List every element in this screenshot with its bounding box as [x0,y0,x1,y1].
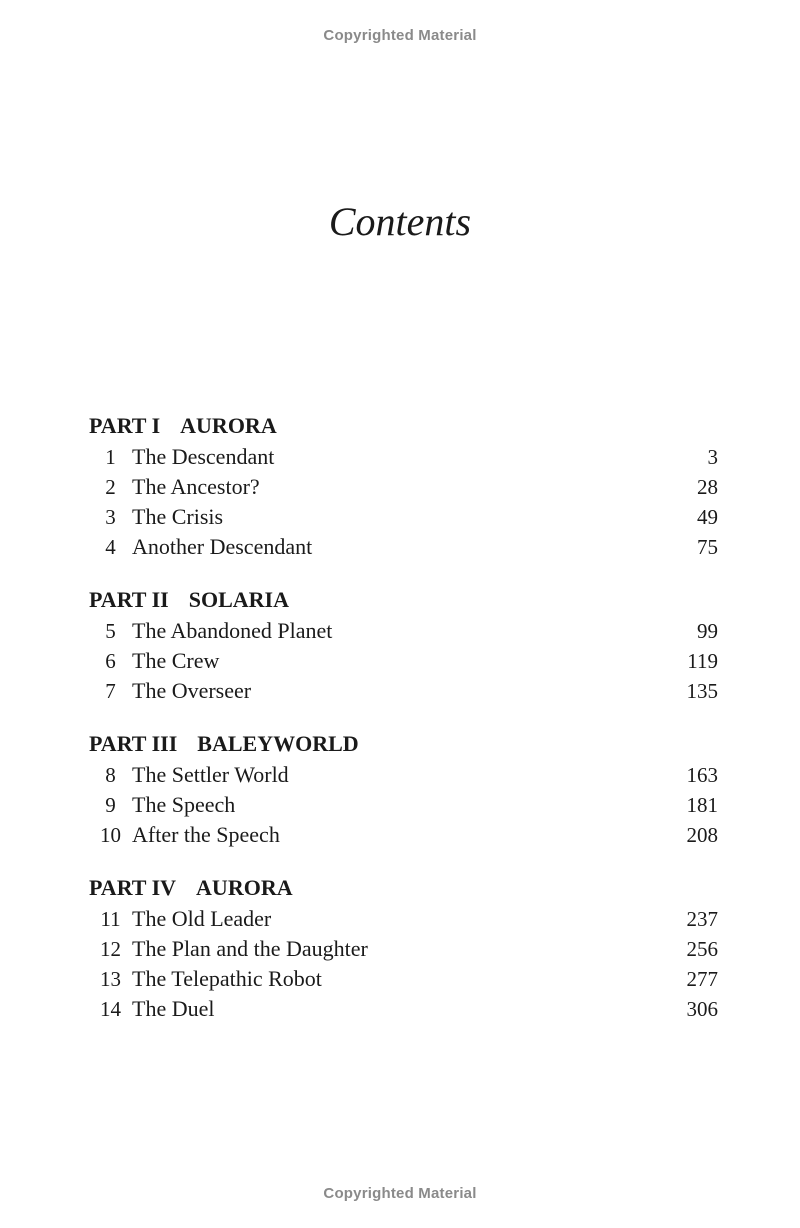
chapter-title: The Settler World [132,762,289,787]
page-number: 49 [697,505,718,529]
page-title: Contents [328,199,472,244]
toc-entry[interactable] [89,676,718,706]
chapter-title: The Telepathic Robot [132,966,322,991]
chapter-title: The Abandoned Planet [132,618,333,643]
chapter-title: The Speech [132,792,236,817]
page-number: 99 [697,619,718,643]
page-number: 163 [686,763,718,787]
toc-entry[interactable] [89,934,718,964]
page-number: 75 [697,535,718,559]
part-heading [89,410,718,442]
chapter-number: 7 [105,679,116,703]
chapter-title: The Old Leader [132,906,272,931]
chapter-number: 2 [105,475,116,499]
chapter-title: The Descendant [132,444,275,469]
part-2-section [89,584,718,706]
page-number: 208 [686,823,718,847]
toc-entry[interactable] [89,646,718,676]
chapter-number: 3 [105,505,116,529]
page-number: 181 [686,793,718,817]
part-name: AURORA [180,413,277,438]
part-label: PART II [89,587,169,612]
chapter-title: The Plan and the Daughter [132,936,368,961]
chapter-number: 14 [100,997,121,1021]
chapter-number: 9 [105,793,116,817]
page-number: 256 [686,937,718,961]
chapter-number: 11 [100,907,121,931]
part-heading [89,728,718,760]
toc-entry[interactable] [89,904,718,934]
toc-entry[interactable] [89,532,718,562]
page-number: 277 [686,967,718,991]
chapter-number: 8 [105,763,116,787]
toc-entry[interactable] [89,502,718,532]
chapter-title: Another Descendant [132,534,313,559]
toc-entry[interactable] [89,472,718,502]
chapter-title: The Duel [132,996,215,1021]
part-label: PART IV [89,875,177,900]
chapter-title: The Overseer [132,678,252,703]
toc-entry[interactable] [89,994,718,1024]
toc-entry[interactable] [89,760,718,790]
toc-entry[interactable] [89,790,718,820]
chapter-number: 1 [105,445,116,469]
part-1-section [89,410,718,562]
copyright-watermark-bottom: Copyrighted Material [323,1185,477,1202]
part-4-section [89,872,718,1024]
copyright-watermark-top: Copyrighted Material [323,27,477,44]
part-name: AURORA [196,875,293,900]
part-name: BALEYWORLD [197,731,359,756]
toc-entry[interactable] [89,964,718,994]
part-name: SOLARIA [188,587,289,612]
toc-entry[interactable] [89,616,718,646]
page-number: 237 [686,907,718,931]
toc-entry[interactable] [89,442,718,472]
chapter-number: 10 [100,823,121,847]
part-3-section [89,728,718,850]
part-label: PART I [89,413,161,438]
chapter-title: The Crew [132,648,220,673]
part-heading [89,872,718,904]
page-number: 3 [707,445,718,469]
part-heading [89,584,718,616]
chapter-title: After the Speech [132,822,280,847]
part-label: PART III [89,731,178,756]
page-number: 306 [686,997,718,1021]
chapter-number: 12 [100,937,121,961]
page-number: 28 [697,475,718,499]
chapter-number: 13 [100,967,121,991]
page-number: 119 [687,649,718,673]
chapter-title: The Crisis [132,504,224,529]
chapter-title: The Ancestor? [132,474,260,499]
table-of-contents [89,410,718,1046]
chapter-number: 4 [105,535,116,559]
toc-entry[interactable] [89,820,718,850]
chapter-number: 5 [105,619,116,643]
page-number: 135 [686,679,718,703]
chapter-number: 6 [105,649,116,673]
